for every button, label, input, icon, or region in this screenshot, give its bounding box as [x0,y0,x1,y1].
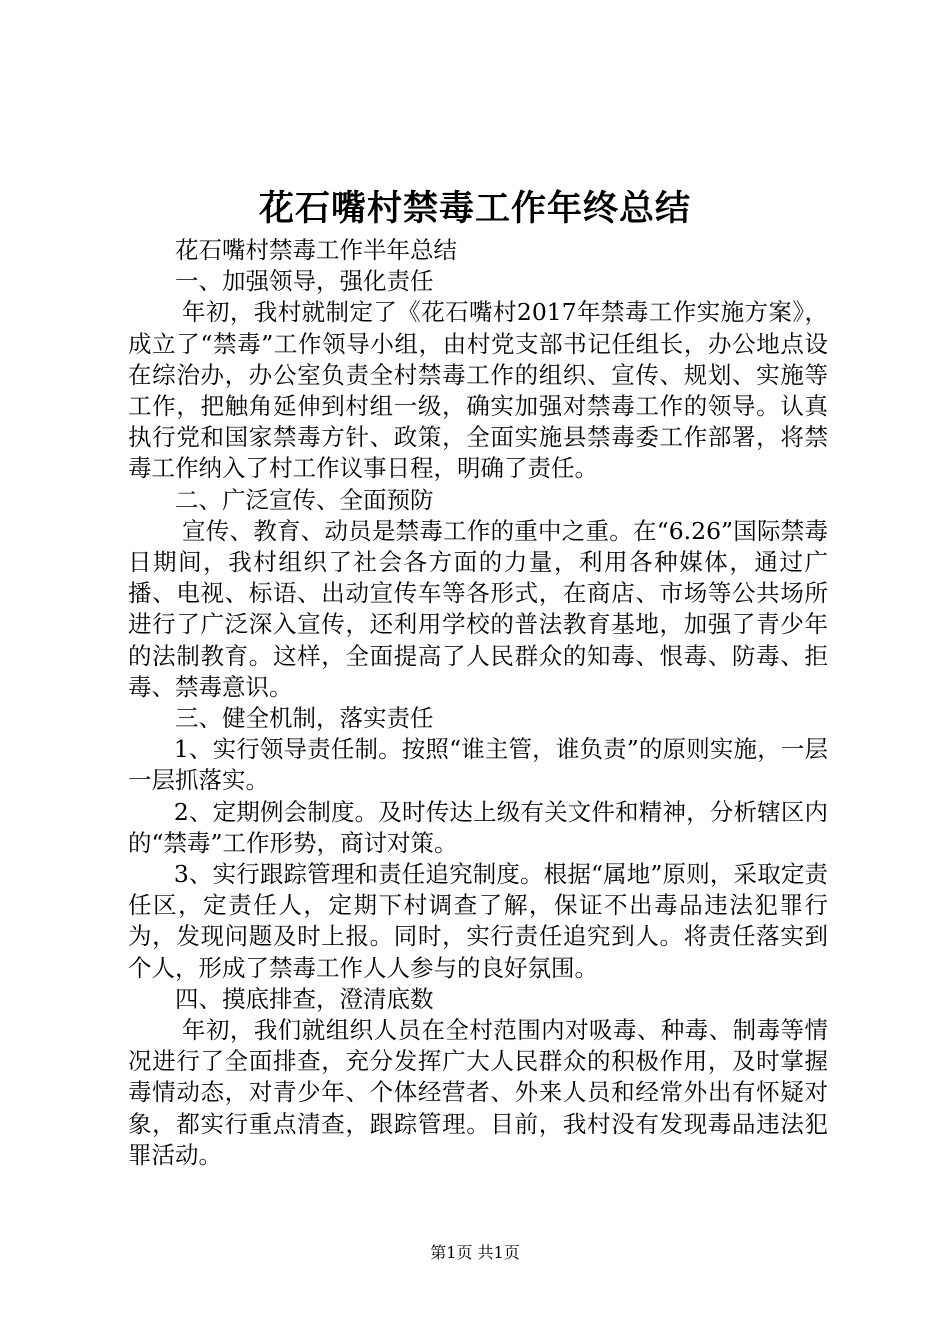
section-heading-4: 四、摸底排查，澄清底数 [175,984,434,1013]
document-body [128,235,828,1171]
body-paragraph-2: 宣传、教育、动员是禁毒工作的重中之重。在“6.26”国际禁毒日期间，我村组织了社会各方面的力量，利用各种媒体，通过广播、电视、标语、出动宣传车等各形式，在商店、市场等公共场所进行了广泛深入宣传，还利用学校的普法教育基地，加强了青少年的法制教育。这样，全面提高了人民群众的知毒、恨毒、防毒、拒毒、禁毒意识。 [128,516,828,701]
list-item-3: 3、实行跟踪管理和责任追究制度。根据“属地”原则，采取定责任区，定责任人，定期下村调查了解，保证不出毒品违法犯罪行为，发现问题及时上报。同时，实行责任追究到人。将责任落实到个人，形成了禁毒工作人人参与的良好氛围。 [128,860,828,982]
document-title: 花石嘴村禁毒工作年终总结 [258,188,691,229]
list-item-1: 1、实行领导责任制。按照“谁主管，谁负责”的原则实施，一层一层抓落实。 [128,735,828,795]
list-item-2: 2、定期例会制度。及时传达上级有关文件和精神，分析辖区内的“禁毒”工作形势，商讨对策。 [128,797,828,857]
body-paragraph-1: 年初，我村就制定了《花石嘴村2017年禁毒工作实施方案》，成立了“禁毒”工作领导小组，由村党支部书记任组长，办公地点设在综治办，办公室负责全村禁毒工作的组织、宣传、规划、实施等工作，把触角延伸到村组一级，确实加强对禁毒工作的领导。认真执行党和国家禁毒方针、政策，全面实施县禁毒委工作部署，将禁毒工作纳入了村工作议事日程，明确了责任。 [128,298,828,483]
section-heading-1: 一、加强领导，强化责任 [175,267,434,296]
section-heading-2: 二、广泛宣传、全面预防 [175,485,434,514]
subtitle-paragraph: 花石嘴村禁毒工作半年总结 [175,236,457,264]
body-paragraph-4: 年初，我们就组织人员在全村范围内对吸毒、种毒、制毒等情况进行了全面排查，充分发挥广大人民群众的积极作用，及时掌握毒情动态，对青少年、个体经营者、外来人员和经常外出有怀疑对象，都实行重点清查，跟踪管理。目前，我村没有发现毒品违法犯罪活动。 [128,1016,828,1169]
page-footer: 第1页 共1页 [430,1243,520,1262]
section-heading-3: 三、健全机制，落实责任 [175,704,434,733]
